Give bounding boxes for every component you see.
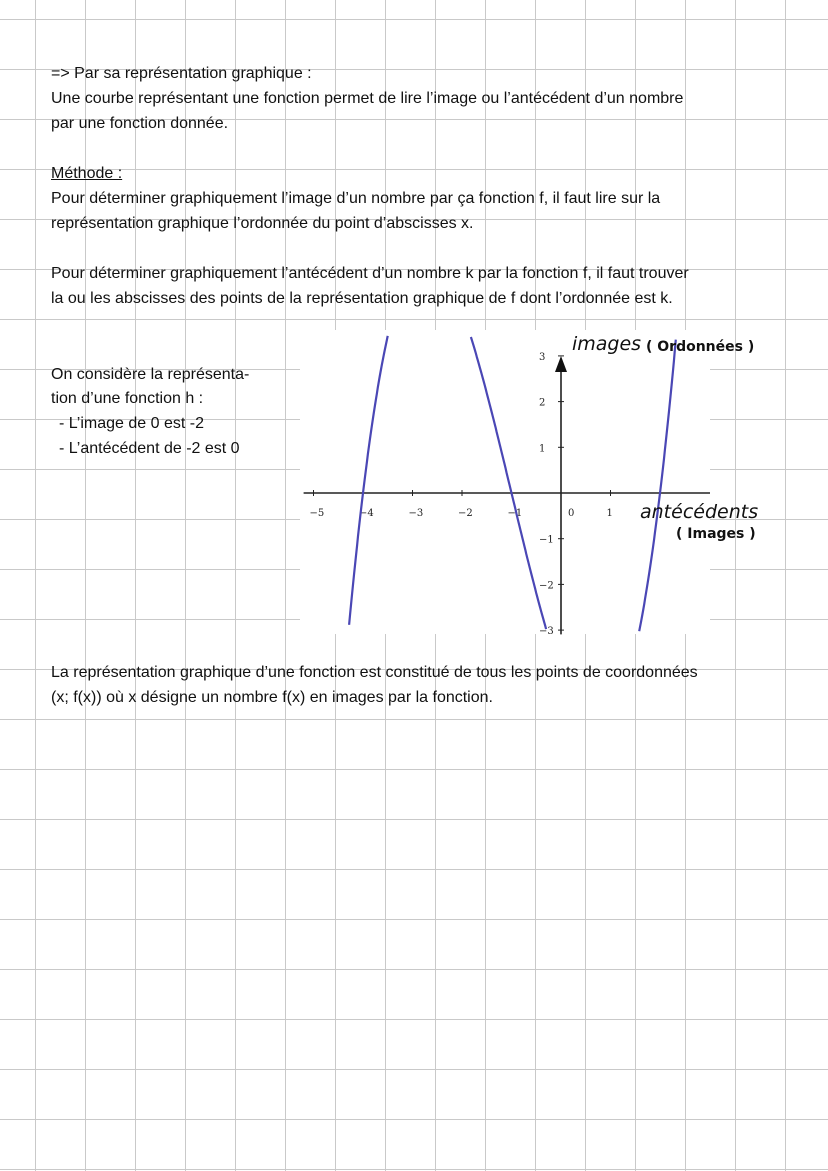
x-axis-label: antécédents — [640, 501, 759, 523]
y-tick-label: 3 — [539, 351, 546, 363]
methode-title: Méthode : — [51, 165, 123, 182]
example-line-2: tion d’une fonction h : — [51, 390, 204, 407]
x-tick-label: −3 — [408, 508, 424, 519]
intro-line-2: Une courbe représentant une fonction permet de lire l’image ou l’antécédent d’un nombre — [51, 90, 684, 107]
x-tick-label: 1 — [606, 508, 613, 519]
x-tick-label: −5 — [309, 508, 325, 519]
y-tick-label: −3 — [539, 626, 554, 638]
y-tick-label: 1 — [539, 443, 546, 455]
y-tick-label: −2 — [539, 580, 554, 592]
example-item-1: - L’image de 0 est -2 — [59, 415, 204, 432]
methode-p2-line-1: Pour déterminer graphiquement l’antécédent d’un nombre k par la fonction f, il faut trouver — [51, 265, 689, 282]
x-tick-label: −4 — [359, 508, 374, 519]
methode-p1-line-2: représentation graphique l’ordonnée du point d’abscisses x. — [51, 215, 474, 232]
intro-line-3: par une fonction donnée. — [51, 115, 229, 132]
methode-p1-line-1: Pour déterminer graphiquement l’image d’un nombre par ça fonction f, il faut lire sur la — [51, 190, 661, 207]
y-axis-label: images — [572, 333, 642, 355]
conclusion-line-1: La représentation graphique d’une fonction est constitué de tous les points de coordonnées — [51, 664, 698, 681]
example-item-2: - L’antécédent de -2 est 0 — [59, 440, 240, 457]
methode-p2-line-2: la ou les abscisses des points de la représentation graphique de f dont l’ordonnée est k. — [51, 290, 673, 307]
y-tick-label: 2 — [539, 397, 546, 409]
graph-background — [300, 330, 710, 634]
x-tick-label: 0 — [568, 508, 575, 519]
example-line-1: On considère la représenta- — [51, 366, 250, 383]
x-axis-sublabel: ( Images ) — [676, 526, 756, 542]
x-tick-label: −2 — [458, 508, 473, 519]
y-axis-sublabel: ( Ordonnées ) — [646, 339, 755, 355]
y-tick-label: −1 — [539, 534, 554, 546]
intro-line-1: => Par sa représentation graphique : — [51, 65, 312, 82]
conclusion-line-2: (x; f(x)) où x désigne un nombre f(x) en images par la fonction. — [51, 689, 493, 706]
x-tick-label: −1 — [507, 508, 523, 519]
function-graph — [300, 330, 770, 642]
